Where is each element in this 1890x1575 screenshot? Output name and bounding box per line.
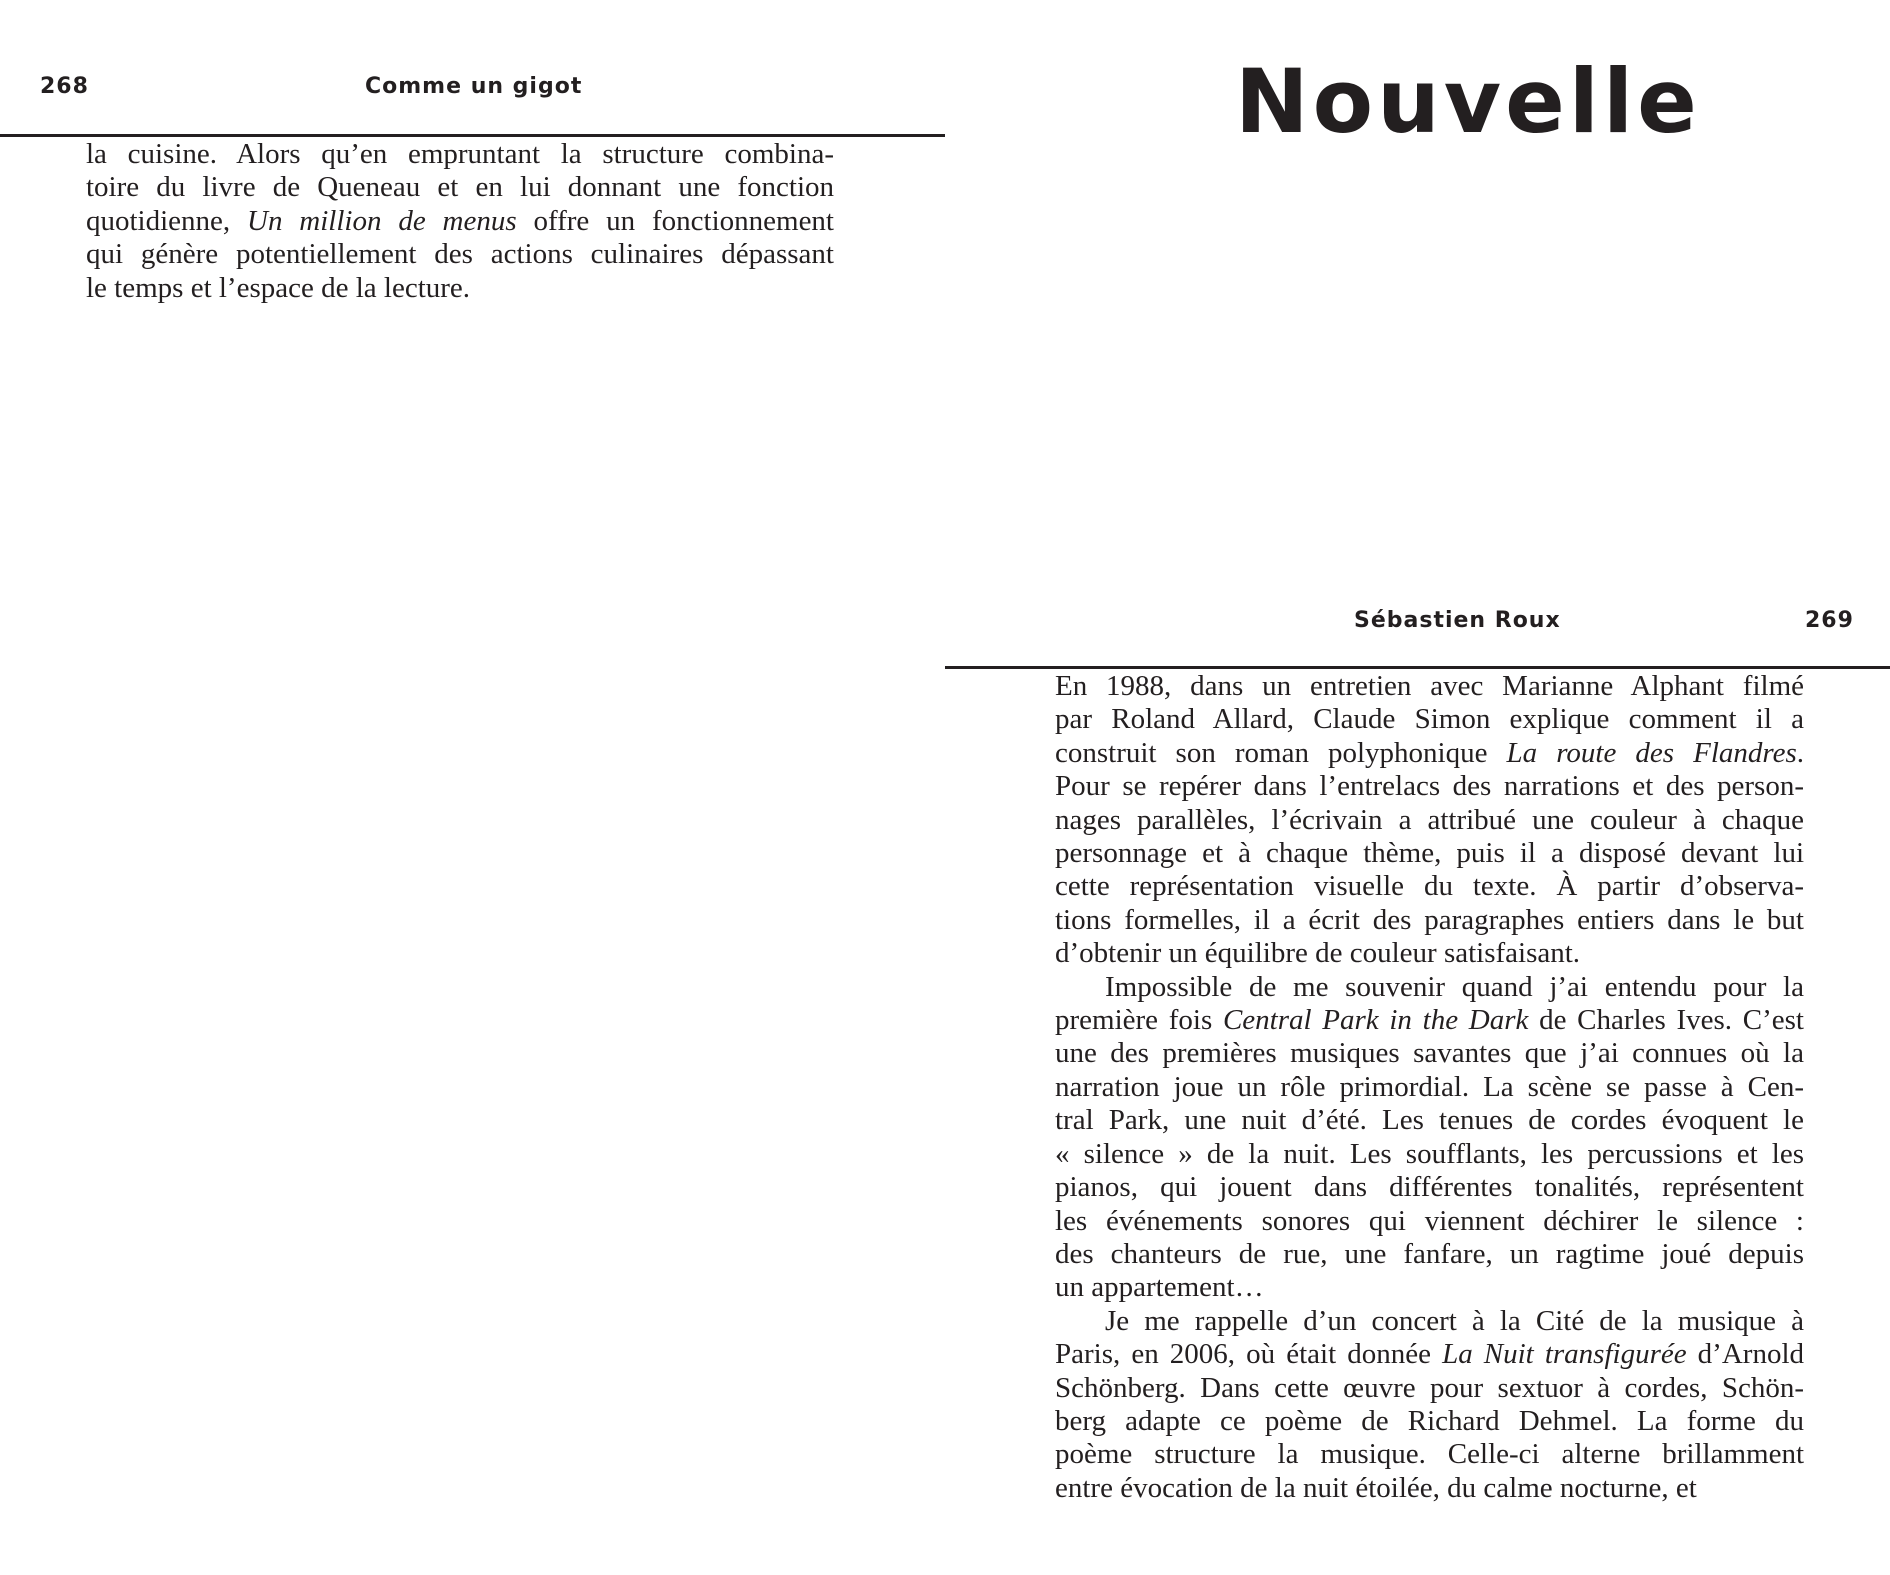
text-line: pianos, qui jouent dans différentes tonalités, représentent [1055, 1171, 1804, 1204]
text-line: un appartement… [1055, 1271, 1264, 1304]
text-line: tral Park, une nuit d’été. Les tenues de cordes évoquent le [1055, 1104, 1804, 1137]
text-line: Pour se repérer dans l’entrelacs des narrations et des person- [1055, 770, 1804, 803]
header-rule [945, 666, 1890, 669]
text-line: des chanteurs de rue, une fanfare, un ragtime joué depuis [1055, 1237, 1804, 1270]
text-line: Paris, en 2006, où était donnée La Nuit transfigurée d’Arnold [1055, 1338, 1804, 1371]
body-text [1055, 670, 1804, 1505]
running-head: Comme un gigot [365, 74, 583, 99]
text-line: poème structure la musique. Celle-ci alterne brillamment [1055, 1438, 1804, 1471]
text-line: Je me rappelle d’un concert à la Cité de la musique à [1105, 1304, 1804, 1337]
page-number: 269 [1805, 608, 1854, 633]
text-line: Impossible de me souvenir quand j’ai entendu pour la [1105, 970, 1804, 1003]
italic-title: La Nuit transfigurée [1442, 1338, 1687, 1371]
italic-title: La route des Flandres [1506, 736, 1797, 769]
header-rule [0, 134, 945, 137]
text-line: entre évocation de la nuit étoilée, du calme nocturne, et [1055, 1471, 1697, 1504]
text-line: « silence » de la nuit. Les soufflants, les percussions et les [1055, 1137, 1804, 1170]
text-line: cette représentation visuelle du texte. À partir d’observa- [1055, 870, 1804, 903]
body-text [86, 138, 834, 305]
text-line: berg adapte ce poème de Richard Dehmel. La forme du [1055, 1404, 1804, 1437]
text-line: le temps et l’espace de la lecture. [86, 271, 471, 304]
page-number: 268 [40, 74, 89, 99]
text-line: quotidienne, Un million de menus offre un fonctionnement [86, 204, 834, 237]
text-line: les événements sonores qui viennent déchirer le silence : [1055, 1204, 1804, 1237]
paragraph [1055, 971, 1804, 1305]
right-page [945, 0, 1890, 1575]
text-line: une des premières musiques savantes que j’ai connues où la [1055, 1037, 1804, 1070]
paragraph [1055, 1305, 1804, 1505]
paragraph [1055, 670, 1804, 971]
text-line: En 1988, dans un entretien avec Marianne Alphant filmé [1055, 670, 1804, 702]
text-line: par Roland Allard, Claude Simon explique comment il a [1055, 703, 1804, 736]
text-line: nages parallèles, l’écrivain a attribué une couleur à chaque [1055, 803, 1804, 836]
text-line: toire du livre de Queneau et en lui donnant une fonction [86, 171, 834, 204]
italic-title: Un million de menus [247, 204, 517, 237]
text-line: narration joue un rôle primordial. La scène se passe à Cen- [1055, 1070, 1804, 1103]
text-line: tions formelles, il a écrit des paragraphes entiers dans le but [1055, 903, 1804, 936]
text-line: première fois Central Park in the Dark de Charles Ives. C’est [1055, 1004, 1804, 1037]
running-head: Sébastien Roux [1354, 608, 1561, 633]
text-line: personnage et à chaque thème, puis il a disposé devant lui [1055, 837, 1804, 870]
text-line: qui génère potentiellement des actions culinaires dépassant [86, 238, 834, 271]
paragraph [86, 138, 834, 305]
text-line: Schönberg. Dans cette œuvre pour sextuor à cordes, Schön- [1055, 1371, 1804, 1404]
text-line: construit son roman polyphonique La route des Flandres. [1055, 736, 1805, 769]
section-title: Nouvelle [1235, 50, 1701, 153]
text-line: d’obtenir un équilibre de couleur satisfaisant. [1055, 937, 1581, 970]
text-line: la cuisine. Alors qu’en empruntant la structure combina- [86, 138, 834, 170]
italic-title: Central Park in the Dark [1222, 1004, 1529, 1037]
